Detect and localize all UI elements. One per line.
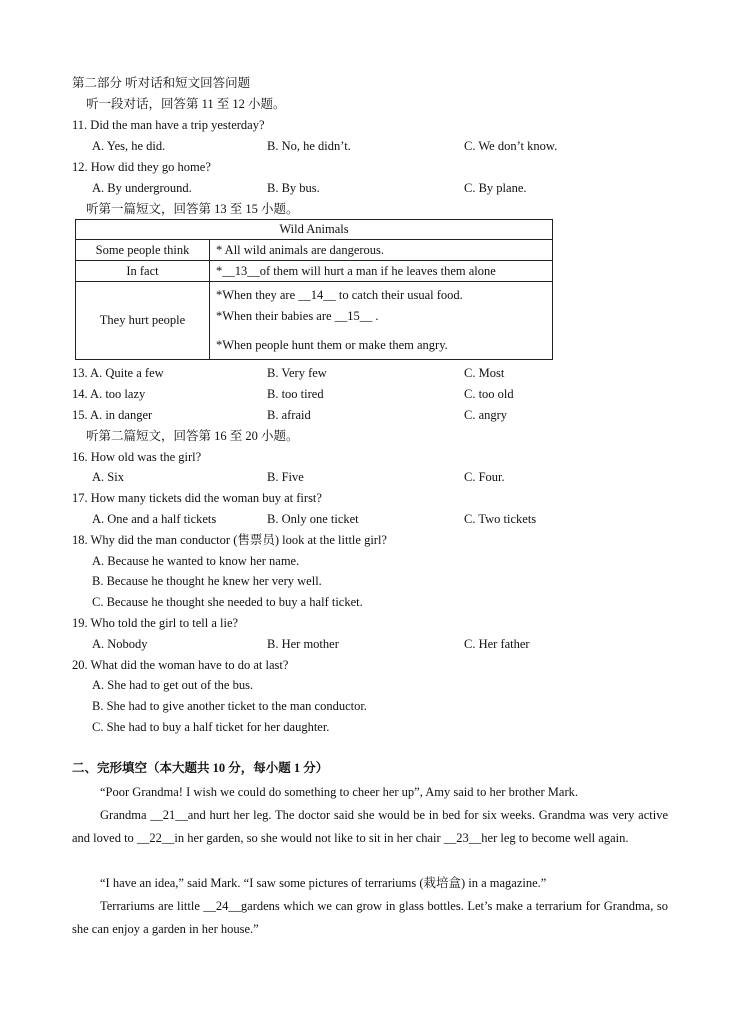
q16-option-c: C. Four. (464, 470, 505, 484)
section-intro-2: 听第一篇短文，回答第 13 至 15 小题。 (86, 202, 299, 216)
q15-option-a: 15. A. in danger (72, 408, 153, 422)
cloze-paragraph-4: Terrariums are little __24__gardens which we can grow in glass bottles. Let’s make a terrarium for Grandma, so she can enjoy a garden in her house.” (72, 899, 668, 936)
table-row-label: Some people think (76, 240, 210, 261)
blank-15: __15__ (334, 309, 373, 323)
cloze-paragraph-2: Grandma __21__and hurt her leg. The doctor said she would be in bed for six weeks. Grandma was very active and loved to __22__in her garden, so she would not like to sit in her chair __23__her leg to become well again. (72, 808, 668, 845)
q14-option-a: 14. A. too lazy (72, 387, 146, 401)
q16-option-a: A. Six (92, 470, 124, 484)
table-row-text: *__13__of them will hurt a man if he leaves them alone (210, 261, 553, 282)
section-intro-1: 听一段对话，回答第 11 至 12 小题。 (86, 97, 286, 111)
q17-option-c: C. Two tickets (464, 512, 537, 526)
cloze-paragraph-1: “Poor Grandma! I wish we could do something to cheer her up”, Amy said to her brother Mark. (100, 785, 579, 799)
q18-option-b: B. Because he thought he knew her very well. (92, 574, 322, 588)
table-title: Wild Animals (76, 220, 553, 240)
q15-option-b: B. afraid (267, 408, 311, 422)
q13-option-b: B. Very few (267, 366, 327, 380)
cloze-section-title: 二、完形填空（本大题共 10 分，每小题 1 分） (72, 761, 329, 775)
q12-option-b: B. By bus. (267, 181, 320, 195)
section-intro-3: 听第二篇短文，回答第 16 至 20 小题。 (86, 429, 299, 443)
q12-option-a: A. By underground. (92, 181, 192, 195)
q11-option-b: B. No, he didn’t. (267, 139, 351, 153)
question-16: 16. How old was the girl? (72, 450, 202, 464)
q20-option-b: B. She had to give another ticket to the man conductor. (92, 699, 367, 713)
q16-option-b: B. Five (267, 470, 304, 484)
q14-option-b: B. too tired (267, 387, 324, 401)
q13-option-a: 13. A. Quite a few (72, 366, 164, 380)
table-row-label: They hurt people (76, 282, 210, 360)
q11-option-a: A. Yes, he did. (92, 139, 166, 153)
table-row-text: * All wild animals are dangerous. (210, 240, 553, 261)
section-title: 第二部分 听对话和短文回答问题 (72, 76, 251, 90)
question-12: 12. How did they go home? (72, 160, 211, 174)
blank-14: __14__ (298, 288, 336, 302)
q17-option-b: B. Only one ticket (267, 512, 359, 526)
q15-option-c: C. angry (464, 408, 508, 422)
question-18: 18. Why did the man conductor (售票员) look at the little girl? (72, 533, 387, 547)
q17-option-a: A. One and a half tickets (92, 512, 217, 526)
question-11: 11. Did the man have a trip yesterday? (72, 118, 265, 132)
cloze-paragraph-3: “I have an idea,” said Mark. “I saw some pictures of terrariums (栽培盒) in a magazine.” (100, 876, 547, 890)
blank-13: __13__ (222, 263, 260, 278)
q11-option-c: C. We don’t know. (464, 139, 558, 153)
table-row-text: *When they are __14__ to catch their usual food. *When their babies are __15__ . *When people hunt them or make them angry. (210, 282, 553, 360)
wild-animals-table (75, 219, 553, 360)
q13-option-c: C. Most (464, 366, 505, 380)
q20-option-a: A. She had to get out of the bus. (92, 678, 254, 692)
q19-option-c: C. Her father (464, 637, 530, 651)
q20-option-c: C. She had to buy a half ticket for her daughter. (92, 720, 330, 734)
q18-option-a: A. Because he wanted to know her name. (92, 554, 300, 568)
q14-option-c: C. too old (464, 387, 514, 401)
q19-option-a: A. Nobody (92, 637, 148, 651)
question-20: 20. What did the woman have to do at last? (72, 658, 289, 672)
question-17: 17. How many tickets did the woman buy at first? (72, 491, 322, 505)
q18-option-c: C. Because he thought she needed to buy a half ticket. (92, 595, 363, 609)
table-row-label: In fact (76, 261, 210, 282)
question-19: 19. Who told the girl to tell a lie? (72, 616, 239, 630)
q12-option-c: C. By plane. (464, 181, 527, 195)
q19-option-b: B. Her mother (267, 637, 339, 651)
